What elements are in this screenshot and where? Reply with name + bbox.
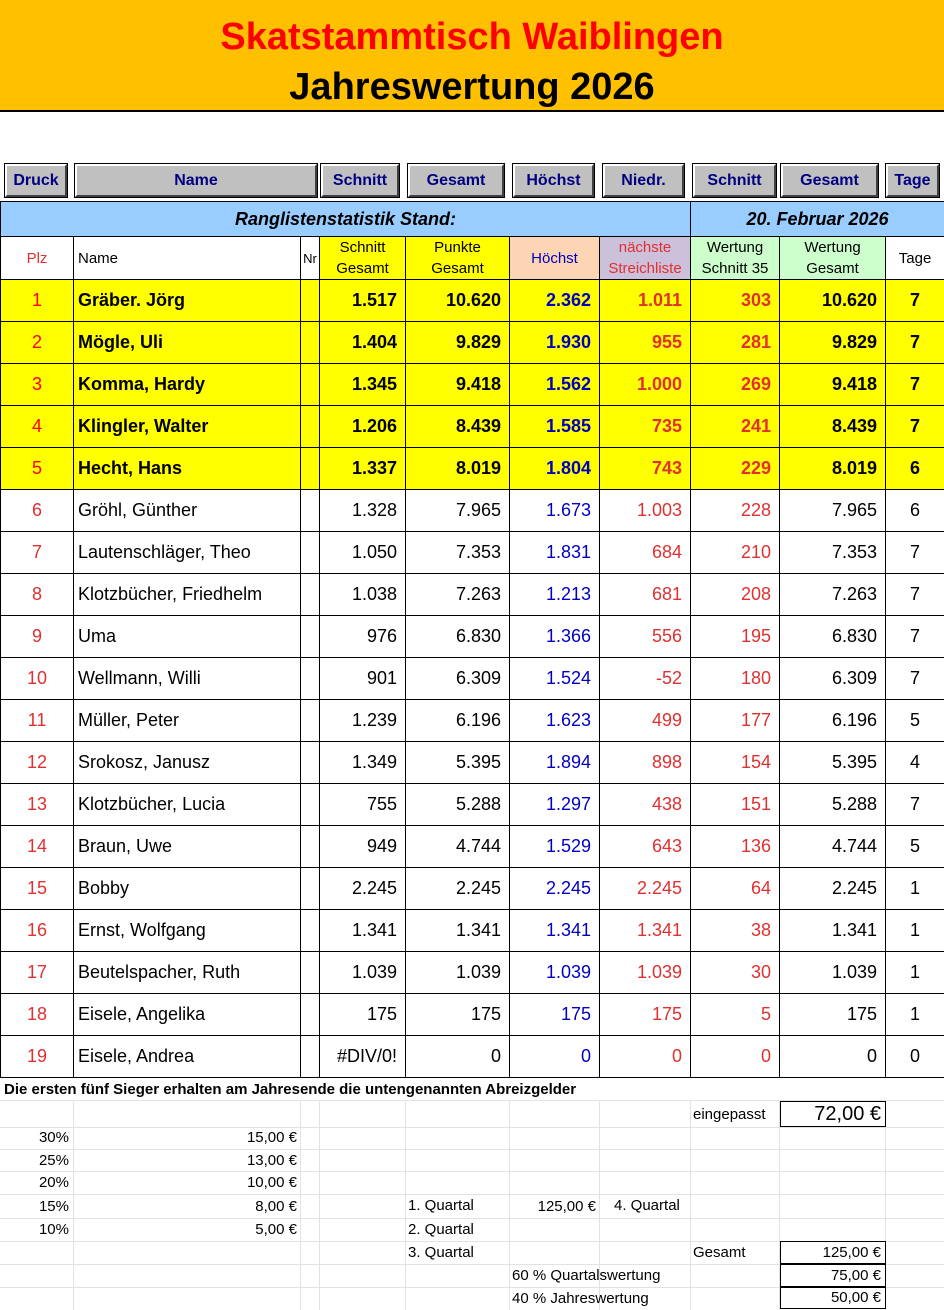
tage-cell: 7 bbox=[886, 364, 944, 406]
table-row bbox=[1, 532, 944, 574]
sort-tage-button[interactable]: Tage bbox=[886, 164, 939, 197]
wertung-schnitt-cell: 180 bbox=[691, 658, 780, 700]
ranking-rows bbox=[1, 280, 944, 1078]
grid-line bbox=[300, 1100, 301, 1310]
schnitt-gesamt-cell: 755 bbox=[320, 784, 406, 826]
rank-cell: 5 bbox=[1, 448, 74, 490]
punkte-gesamt-cell: 0 bbox=[406, 1036, 510, 1078]
rank-cell: 6 bbox=[1, 490, 74, 532]
rank-cell: 10 bbox=[1, 658, 74, 700]
hoechst-cell: 1.585 bbox=[510, 406, 600, 448]
player-name: Müller, Peter bbox=[74, 700, 301, 742]
nr-cell bbox=[301, 994, 320, 1036]
punkte-gesamt-cell: 1.039 bbox=[406, 952, 510, 994]
player-name: Srokosz, Janusz bbox=[74, 742, 301, 784]
table-row bbox=[1, 700, 944, 742]
streichliste-cell: 2.245 bbox=[600, 868, 691, 910]
nr-cell bbox=[301, 532, 320, 574]
wertung-gesamt-cell: 0 bbox=[780, 1036, 886, 1078]
schnitt-gesamt-cell: #DIV/0! bbox=[320, 1036, 406, 1078]
wertung-schnitt-cell: 154 bbox=[691, 742, 780, 784]
rank-cell: 16 bbox=[1, 910, 74, 952]
table-row bbox=[1, 280, 944, 322]
schnitt-gesamt-cell: 1.341 bbox=[320, 910, 406, 952]
streichliste-cell: 955 bbox=[600, 322, 691, 364]
wertung-schnitt-cell: 151 bbox=[691, 784, 780, 826]
share-amount: 8,00 € bbox=[255, 1198, 297, 1215]
col-tage: Tage bbox=[886, 237, 944, 280]
hoechst-cell: 2.362 bbox=[510, 280, 600, 322]
wertung-gesamt-cell: 6.830 bbox=[780, 616, 886, 658]
share-amount: 5,00 € bbox=[255, 1221, 297, 1238]
nr-cell bbox=[301, 1036, 320, 1078]
player-name: Ernst, Wolfgang bbox=[74, 910, 301, 952]
streichliste-cell: 684 bbox=[600, 532, 691, 574]
streichliste-cell: 643 bbox=[600, 826, 691, 868]
streichliste-cell: 735 bbox=[600, 406, 691, 448]
wertung-gesamt-cell: 5.288 bbox=[780, 784, 886, 826]
schnitt-gesamt-cell: 1.337 bbox=[320, 448, 406, 490]
punkte-gesamt-cell: 175 bbox=[406, 994, 510, 1036]
grid-line bbox=[0, 1171, 944, 1172]
hoechst-cell: 1.524 bbox=[510, 658, 600, 700]
tage-cell: 1 bbox=[886, 868, 944, 910]
hoechst-cell: 1.562 bbox=[510, 364, 600, 406]
table-row bbox=[1, 448, 944, 490]
punkte-gesamt-cell: 7.263 bbox=[406, 574, 510, 616]
wertung-schnitt-cell: 303 bbox=[691, 280, 780, 322]
wertung-schnitt-cell: 241 bbox=[691, 406, 780, 448]
punkte-gesamt-cell: 6.830 bbox=[406, 616, 510, 658]
wertung-gesamt-cell: 175 bbox=[780, 994, 886, 1036]
wertung-gesamt-cell: 9.829 bbox=[780, 322, 886, 364]
streichliste-cell: 556 bbox=[600, 616, 691, 658]
table-row bbox=[1, 826, 944, 868]
wertung-gesamt-cell: 2.245 bbox=[780, 868, 886, 910]
hoechst-cell: 1.831 bbox=[510, 532, 600, 574]
wertung-schnitt-cell: 0 bbox=[691, 1036, 780, 1078]
player-name: Lautenschläger, Theo bbox=[74, 532, 301, 574]
column-header-row bbox=[1, 237, 944, 280]
nr-cell bbox=[301, 868, 320, 910]
table-row bbox=[1, 742, 944, 784]
grid-line bbox=[0, 1149, 944, 1150]
sort-name-button[interactable]: Name bbox=[75, 164, 317, 197]
col-naechste-streichliste: nächste Streichliste bbox=[600, 237, 691, 280]
player-name: Hecht, Hans bbox=[74, 448, 301, 490]
ranking-table bbox=[0, 201, 944, 1078]
wertung-schnitt-cell: 195 bbox=[691, 616, 780, 658]
hoechst-cell: 1.341 bbox=[510, 910, 600, 952]
tage-cell: 5 bbox=[886, 700, 944, 742]
stand-label: Ranglistenstatistik Stand: bbox=[1, 202, 691, 237]
table-row bbox=[1, 322, 944, 364]
wertung-schnitt-cell: 208 bbox=[691, 574, 780, 616]
rank-cell: 11 bbox=[1, 700, 74, 742]
col-plz: Plz bbox=[1, 237, 74, 280]
rank-cell: 4 bbox=[1, 406, 74, 448]
punkte-gesamt-cell: 7.965 bbox=[406, 490, 510, 532]
streichliste-cell: 438 bbox=[600, 784, 691, 826]
streichliste-cell: 1.011 bbox=[600, 280, 691, 322]
share-amount: 13,00 € bbox=[246, 1152, 297, 1169]
punkte-gesamt-cell: 9.829 bbox=[406, 322, 510, 364]
jahreswertung-value: 50,00 € bbox=[780, 1287, 886, 1309]
share-amount: 10,00 € bbox=[246, 1174, 297, 1191]
rank-cell: 15 bbox=[1, 868, 74, 910]
nr-cell bbox=[301, 910, 320, 952]
grid-line bbox=[319, 1100, 320, 1310]
sort-hoechst-button[interactable]: Höchst bbox=[513, 164, 594, 197]
streichliste-cell: 1.341 bbox=[600, 910, 691, 952]
hoechst-cell: 1.297 bbox=[510, 784, 600, 826]
hoechst-cell: 1.930 bbox=[510, 322, 600, 364]
eingepasst-label: eingepasst bbox=[693, 1106, 766, 1123]
q1-value: 125,00 € bbox=[537, 1198, 596, 1215]
grid-line bbox=[690, 1100, 691, 1310]
rank-cell: 8 bbox=[1, 574, 74, 616]
punkte-gesamt-cell: 6.196 bbox=[406, 700, 510, 742]
q1-label: 1. Quartal bbox=[408, 1197, 474, 1214]
hoechst-cell: 1.039 bbox=[510, 952, 600, 994]
player-name: Braun, Uwe bbox=[74, 826, 301, 868]
streichliste-cell: 1.039 bbox=[600, 952, 691, 994]
grid-line bbox=[0, 1218, 944, 1219]
table-row bbox=[1, 658, 944, 700]
wertung-gesamt-cell: 7.353 bbox=[780, 532, 886, 574]
table-row bbox=[1, 406, 944, 448]
player-name: Gräber. Jörg bbox=[74, 280, 301, 322]
wertung-schnitt-cell: 229 bbox=[691, 448, 780, 490]
share-percent: 20% bbox=[38, 1174, 69, 1191]
streichliste-cell: 1.003 bbox=[600, 490, 691, 532]
streichliste-cell: -52 bbox=[600, 658, 691, 700]
nr-cell bbox=[301, 406, 320, 448]
table-row bbox=[1, 364, 944, 406]
schnitt-gesamt-cell: 1.050 bbox=[320, 532, 406, 574]
tage-cell: 1 bbox=[886, 952, 944, 994]
punkte-gesamt-cell: 10.620 bbox=[406, 280, 510, 322]
col-punkte-gesamt: Punkte Gesamt bbox=[406, 237, 510, 280]
tage-cell: 7 bbox=[886, 322, 944, 364]
punkte-gesamt-cell: 7.353 bbox=[406, 532, 510, 574]
sort-wertung-gesamt-button[interactable]: Gesamt bbox=[781, 164, 878, 197]
rank-cell: 17 bbox=[1, 952, 74, 994]
wertung-gesamt-cell: 7.263 bbox=[780, 574, 886, 616]
share-percent: 15% bbox=[38, 1198, 69, 1215]
nr-cell bbox=[301, 700, 320, 742]
wertung-schnitt-cell: 269 bbox=[691, 364, 780, 406]
punkte-gesamt-cell: 2.245 bbox=[406, 868, 510, 910]
nr-cell bbox=[301, 364, 320, 406]
sort-niedr-button[interactable]: Niedr. bbox=[603, 164, 684, 197]
wertung-schnitt-cell: 30 bbox=[691, 952, 780, 994]
player-name: Klingler, Walter bbox=[74, 406, 301, 448]
grid-line bbox=[405, 1100, 406, 1310]
table-row bbox=[1, 784, 944, 826]
nr-cell bbox=[301, 280, 320, 322]
nr-cell bbox=[301, 742, 320, 784]
ranking-grid bbox=[0, 201, 944, 1078]
rank-cell: 14 bbox=[1, 826, 74, 868]
streichliste-cell: 898 bbox=[600, 742, 691, 784]
table-row bbox=[1, 952, 944, 994]
schnitt-gesamt-cell: 175 bbox=[320, 994, 406, 1036]
streichliste-cell: 175 bbox=[600, 994, 691, 1036]
player-name: Mögle, Uli bbox=[74, 322, 301, 364]
schnitt-gesamt-cell: 1.328 bbox=[320, 490, 406, 532]
streichliste-cell: 499 bbox=[600, 700, 691, 742]
nr-cell bbox=[301, 826, 320, 868]
schnitt-gesamt-cell: 901 bbox=[320, 658, 406, 700]
wertung-gesamt-cell: 10.620 bbox=[780, 280, 886, 322]
tage-cell: 7 bbox=[886, 280, 944, 322]
schnitt-gesamt-cell: 976 bbox=[320, 616, 406, 658]
page-subtitle: Jahreswertung 2026 bbox=[289, 66, 655, 108]
table-row bbox=[1, 490, 944, 532]
tage-cell: 1 bbox=[886, 910, 944, 952]
schnitt-gesamt-cell: 1.345 bbox=[320, 364, 406, 406]
q2-label: 2. Quartal bbox=[408, 1221, 474, 1238]
rank-cell: 18 bbox=[1, 994, 74, 1036]
share-percent: 30% bbox=[38, 1129, 69, 1146]
wertung-schnitt-cell: 38 bbox=[691, 910, 780, 952]
schnitt-gesamt-cell: 2.245 bbox=[320, 868, 406, 910]
table-row bbox=[1, 616, 944, 658]
nr-cell bbox=[301, 616, 320, 658]
rank-cell: 12 bbox=[1, 742, 74, 784]
col-schnitt-gesamt: Schnitt Gesamt bbox=[320, 237, 406, 280]
tage-cell: 7 bbox=[886, 616, 944, 658]
table-row bbox=[1, 574, 944, 616]
rank-cell: 13 bbox=[1, 784, 74, 826]
wertung-gesamt-cell: 7.965 bbox=[780, 490, 886, 532]
wertung-schnitt-cell: 64 bbox=[691, 868, 780, 910]
player-name: Eisele, Angelika bbox=[74, 994, 301, 1036]
hoechst-cell: 2.245 bbox=[510, 868, 600, 910]
rank-cell: 19 bbox=[1, 1036, 74, 1078]
sort-gesamt-button[interactable]: Gesamt bbox=[408, 164, 504, 197]
q3-label: 3. Quartal bbox=[408, 1244, 474, 1261]
wertung-gesamt-cell: 1.039 bbox=[780, 952, 886, 994]
hoechst-cell: 1.529 bbox=[510, 826, 600, 868]
player-name: Klotzbücher, Lucia bbox=[74, 784, 301, 826]
schnitt-gesamt-cell: 949 bbox=[320, 826, 406, 868]
player-name: Uma bbox=[74, 616, 301, 658]
player-name: Eisele, Andrea bbox=[74, 1036, 301, 1078]
wertung-schnitt-cell: 210 bbox=[691, 532, 780, 574]
rank-cell: 9 bbox=[1, 616, 74, 658]
stand-date: 20. Februar 2026 bbox=[691, 202, 944, 237]
punkte-gesamt-cell: 6.309 bbox=[406, 658, 510, 700]
gesamt-label: Gesamt bbox=[693, 1244, 746, 1261]
prize-note: Die ersten fünf Sieger erhalten am Jahresende die untengenannten Abreizgelder bbox=[4, 1081, 577, 1098]
streichliste-cell: 681 bbox=[600, 574, 691, 616]
rank-cell: 2 bbox=[1, 322, 74, 364]
nr-cell bbox=[301, 322, 320, 364]
rank-cell: 7 bbox=[1, 532, 74, 574]
hoechst-cell: 1.623 bbox=[510, 700, 600, 742]
schnitt-gesamt-cell: 1.038 bbox=[320, 574, 406, 616]
hoechst-cell: 1.366 bbox=[510, 616, 600, 658]
schnitt-gesamt-cell: 1.206 bbox=[320, 406, 406, 448]
wertung-gesamt-cell: 1.341 bbox=[780, 910, 886, 952]
streichliste-cell: 1.000 bbox=[600, 364, 691, 406]
player-name: Wellmann, Willi bbox=[74, 658, 301, 700]
wertung-gesamt-cell: 9.418 bbox=[780, 364, 886, 406]
player-name: Komma, Hardy bbox=[74, 364, 301, 406]
table-row bbox=[1, 868, 944, 910]
nr-cell bbox=[301, 952, 320, 994]
tage-cell: 5 bbox=[886, 826, 944, 868]
col-hoechst: Höchst bbox=[510, 237, 600, 280]
tage-cell: 6 bbox=[886, 490, 944, 532]
col-name: Name bbox=[74, 237, 301, 280]
punkte-gesamt-cell: 1.341 bbox=[406, 910, 510, 952]
wertung-gesamt-cell: 5.395 bbox=[780, 742, 886, 784]
sort-schnitt-button[interactable]: Schnitt bbox=[321, 164, 399, 197]
col-wertung-schnitt: Wertung Schnitt 35 bbox=[691, 237, 780, 280]
col-wertung-gesamt: Wertung Gesamt bbox=[780, 237, 886, 280]
nr-cell bbox=[301, 784, 320, 826]
gesamt-value: 125,00 € bbox=[780, 1241, 886, 1264]
share-amount: 15,00 € bbox=[246, 1129, 297, 1146]
quartalswertung-label: 60 % Quartalswertung bbox=[512, 1267, 661, 1284]
wertung-schnitt-cell: 177 bbox=[691, 700, 780, 742]
punkte-gesamt-cell: 5.395 bbox=[406, 742, 510, 784]
wertung-gesamt-cell: 6.196 bbox=[780, 700, 886, 742]
player-name: Gröhl, Günther bbox=[74, 490, 301, 532]
schnitt-gesamt-cell: 1.039 bbox=[320, 952, 406, 994]
schnitt-gesamt-cell: 1.404 bbox=[320, 322, 406, 364]
hoechst-cell: 1.894 bbox=[510, 742, 600, 784]
streichliste-cell: 0 bbox=[600, 1036, 691, 1078]
wertung-schnitt-cell: 5 bbox=[691, 994, 780, 1036]
punkte-gesamt-cell: 8.439 bbox=[406, 406, 510, 448]
table-row bbox=[1, 910, 944, 952]
q4-label: 4. Quartal bbox=[614, 1197, 680, 1214]
punkte-gesamt-cell: 8.019 bbox=[406, 448, 510, 490]
tage-cell: 7 bbox=[886, 532, 944, 574]
wertung-gesamt-cell: 8.019 bbox=[780, 448, 886, 490]
grid-line bbox=[0, 1194, 944, 1195]
tage-cell: 7 bbox=[886, 406, 944, 448]
rank-cell: 1 bbox=[1, 280, 74, 322]
wertung-gesamt-cell: 8.439 bbox=[780, 406, 886, 448]
sort-wertung-schnitt-button[interactable]: Schnitt bbox=[693, 164, 776, 197]
wertung-schnitt-cell: 136 bbox=[691, 826, 780, 868]
tage-cell: 7 bbox=[886, 784, 944, 826]
tage-cell: 7 bbox=[886, 658, 944, 700]
col-nr: Nr bbox=[301, 237, 320, 280]
punkte-gesamt-cell: 4.744 bbox=[406, 826, 510, 868]
hoechst-cell: 1.673 bbox=[510, 490, 600, 532]
player-name: Bobby bbox=[74, 868, 301, 910]
tage-cell: 4 bbox=[886, 742, 944, 784]
hoechst-cell: 175 bbox=[510, 994, 600, 1036]
wertung-gesamt-cell: 6.309 bbox=[780, 658, 886, 700]
jahreswertung-label: 40 % Jahreswertung bbox=[512, 1290, 649, 1307]
schnitt-gesamt-cell: 1.239 bbox=[320, 700, 406, 742]
hoechst-cell: 0 bbox=[510, 1036, 600, 1078]
page-title: Skatstammtisch Waiblingen bbox=[220, 16, 724, 58]
wertung-schnitt-cell: 228 bbox=[691, 490, 780, 532]
wertung-gesamt-cell: 4.744 bbox=[780, 826, 886, 868]
druck-button[interactable]: Druck bbox=[5, 164, 67, 197]
tage-cell: 6 bbox=[886, 448, 944, 490]
streichliste-cell: 743 bbox=[600, 448, 691, 490]
grid-line bbox=[0, 1127, 944, 1128]
stand-header-row bbox=[1, 202, 944, 237]
punkte-gesamt-cell: 9.418 bbox=[406, 364, 510, 406]
wertung-schnitt-cell: 281 bbox=[691, 322, 780, 364]
nr-cell bbox=[301, 448, 320, 490]
nr-cell bbox=[301, 490, 320, 532]
nr-cell bbox=[301, 574, 320, 616]
nr-cell bbox=[301, 658, 320, 700]
quartalswertung-value: 75,00 € bbox=[780, 1264, 886, 1287]
tage-cell: 1 bbox=[886, 994, 944, 1036]
share-percent: 25% bbox=[38, 1152, 69, 1169]
tage-cell: 0 bbox=[886, 1036, 944, 1078]
punkte-gesamt-cell: 5.288 bbox=[406, 784, 510, 826]
rank-cell: 3 bbox=[1, 364, 74, 406]
share-percent: 10% bbox=[38, 1221, 69, 1238]
player-name: Beutelspacher, Ruth bbox=[74, 952, 301, 994]
schnitt-gesamt-cell: 1.517 bbox=[320, 280, 406, 322]
hoechst-cell: 1.213 bbox=[510, 574, 600, 616]
table-row bbox=[1, 1036, 944, 1078]
player-name: Klotzbücher, Friedhelm bbox=[74, 574, 301, 616]
hoechst-cell: 1.804 bbox=[510, 448, 600, 490]
eingepasst-value: 72,00 € bbox=[780, 1101, 886, 1127]
schnitt-gesamt-cell: 1.349 bbox=[320, 742, 406, 784]
tage-cell: 7 bbox=[886, 574, 944, 616]
table-row bbox=[1, 994, 944, 1036]
